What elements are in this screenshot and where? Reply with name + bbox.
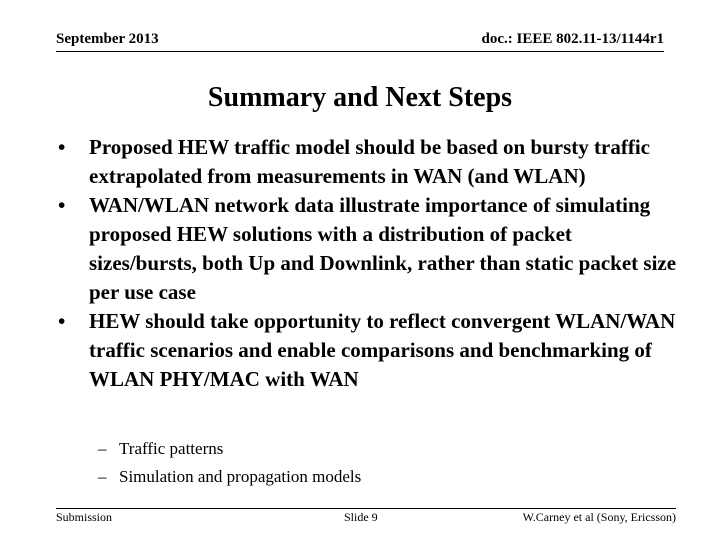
- bullet-list: [58, 133, 678, 394]
- sub-bullet-list: [98, 435, 658, 491]
- slide-title: Summary and Next Steps: [207, 82, 513, 113]
- sub-bullet-text: Simulation and propagation models: [119, 467, 362, 486]
- bullet-marker: •: [58, 193, 66, 217]
- header-doc-id: doc.: IEEE 802.11-13/1144r1: [481, 31, 664, 47]
- bullet-marker: •: [58, 309, 66, 333]
- sub-bullet-marker: –: [98, 467, 107, 486]
- sub-bullet-item: [98, 435, 658, 463]
- bullet-text: Proposed HEW traffic model should be based on bursty traffic extrapolated from measurements in WAN (and WLAN): [89, 135, 650, 188]
- footer-rule: [56, 508, 676, 509]
- bullet-text: HEW should take opportunity to reflect convergent WLAN/WAN traffic scenarios and enable comparisons and benchmarking of WLAN PHY/MAC with WAN: [89, 309, 676, 391]
- header-date: September 2013: [56, 31, 159, 47]
- footer-slide-number: Slide 9: [344, 510, 378, 524]
- bullet-text: WAN/WLAN network data illustrate importance of simulating proposed HEW solutions with a distribution of packet sizes/bursts, both Up and Downlink, rather than static packet size per use case: [89, 193, 677, 304]
- bullet-item: [58, 133, 678, 191]
- bullet-item: [58, 191, 678, 307]
- bullet-marker: •: [58, 135, 66, 159]
- footer-authors: W.Carney et al (Sony, Ericsson): [522, 510, 676, 524]
- sub-bullet-marker: –: [98, 439, 107, 458]
- sub-bullet-item: [98, 463, 658, 491]
- bullet-item: [58, 307, 678, 394]
- sub-bullet-text: Traffic patterns: [119, 439, 224, 458]
- footer-submission: Submission: [56, 510, 113, 524]
- header-rule: [56, 51, 664, 52]
